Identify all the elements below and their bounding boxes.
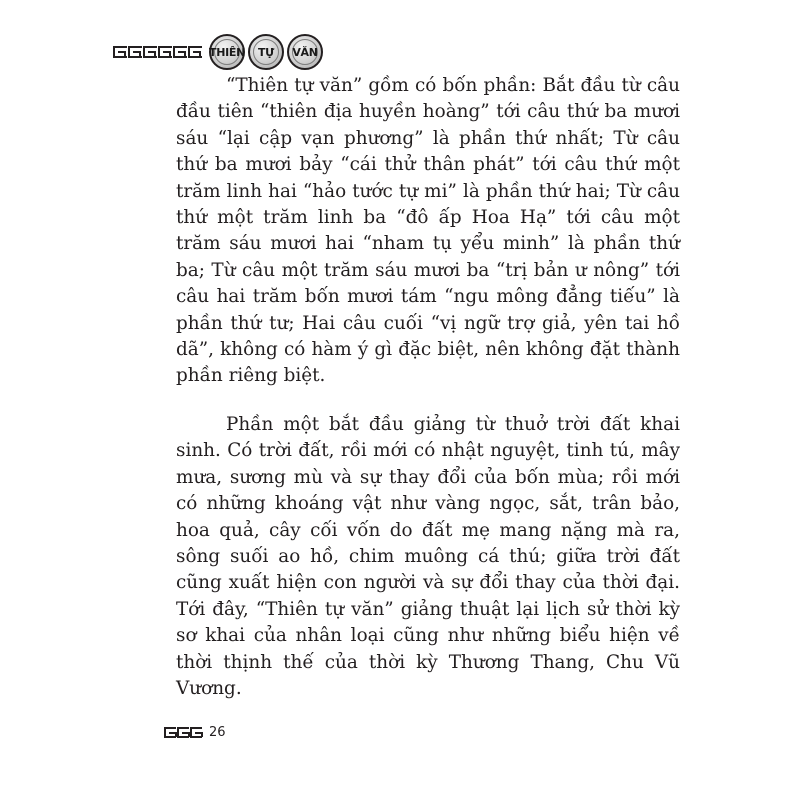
title-badge — [209, 34, 245, 70]
page-body — [176, 73, 680, 702]
body-paragraph: Phần một bắt đầu giảng từ thuở trời đất khai sinh. Có trời đất, rồi mới có nhật nguyệt, tinh tú, mây mưa, sương mù và sự thay đổi của bốn mùa; rồi mới có những khoáng vật như vàng ngọc, sắt, trân bảo, hoa quả, cây cối vốn do đất mẹ mang nặng mà ra, sông suối ao hồ, chim muông cá thú; giữa trời đất cũng xuất hiện con người và sự đổi thay của thời đại. Tới đây, “Thiên tự văn” giảng thuật lại lịch sử thời kỳ sơ khai của nhân loại cũng như những biểu hiện về thời thịnh thế của thời kỳ Thương Thang, Chu Vũ Vương. — [176, 413, 680, 699]
body-paragraph: “Thiên tự văn” gồm có bốn phần: Bắt đầu từ câu đầu tiên “thiên địa huyền hoàng” tới câu thứ ba mươi sáu “lại cập vạn phương” là phần thứ nhất; Từ câu thứ ba mươi bảy “cái thử thân phát” tới câu thứ một trăm linh hai “hảo tước tự mi” là phần thứ hai; Từ câu thứ một trăm linh ba “đô ấp Hoa Hạ” tới câu một trăm sáu mươi hai “nham tụ yểu minh” là phần thứ ba; Từ câu một trăm sáu mươi ba “trị bản ư nông” tới câu hai trăm bốn mươi tám “ngu mông đẳng tiếu” là phần thứ tư; Hai câu cuối “vị ngữ trợ giả, yên tai hồ dã”, không có hàm ý gì đặc biệt, nên không đặt thành phần riêng biệt. — [176, 75, 680, 387]
greek-key-ornament — [164, 722, 203, 742]
title-badge — [287, 34, 323, 70]
title-badge — [248, 34, 284, 70]
title-badge-text: THIÊN — [208, 45, 246, 59]
title-badge-text: VĂN — [292, 45, 318, 59]
page-footer — [164, 722, 226, 742]
running-header — [113, 32, 326, 72]
page-number: 26 — [209, 724, 226, 740]
greek-key-ornament — [113, 42, 203, 62]
title-badge-text: TỰ — [257, 45, 275, 59]
book-title-badges — [209, 34, 326, 70]
